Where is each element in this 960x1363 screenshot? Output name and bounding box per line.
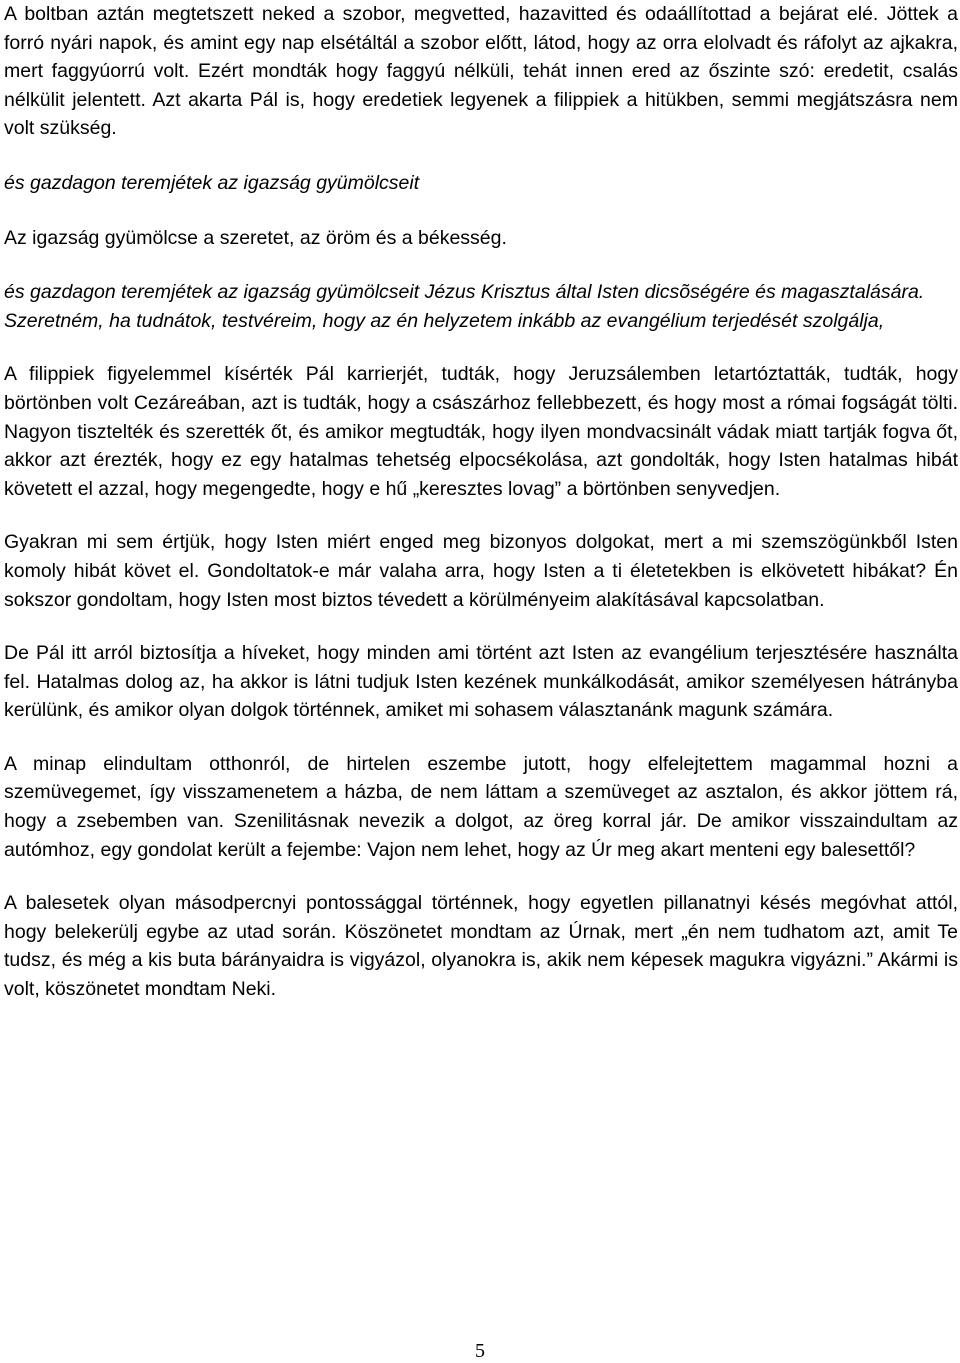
document-page [4,0,958,1004]
paragraph-accidents: A balesetek olyan másodpercnyi pontossággal történnek, hogy egyetlen pillanatnyi késés megóvhat attól, hogy belekerülj egybe az utad során. Köszönetet mondtam az Úrnak, mert „én nem tudhatom azt, amit Te tudsz, és még a kis buta bárányaidra is vigyázol, olyanokra is, akik nem képesek magukra vigyázni.” Akármi is volt, köszönetet mondtam Neki. [4,892,958,1001]
quote-fruits-full-verse: és gazdagon teremjétek az igazság gyümölcseit Jézus Krisztus által Isten dicsõségére és magasztalására. [4,281,925,304]
paragraph-philippians-followed-paul: A filippiek figyelemmel kísérték Pál karrierjét, tudták, hogy Jeruzsálemben letartóztatták, tudták, hogy börtönben volt Cezáreában, azt is tudták, hogy a császárhoz fellebbezett, és hogy most a római fogságát tölti. Nagyon tisztelték és szerették őt, és amikor megtudták, hogy ilyen mondvacsinált vádak miatt tartják fogva őt, akkor azt érezték, hogy ez egy hatalmas tehetség elpocsékolása, azt gondolták, hogy Isten hatalmas hibát követett el azzal, hogy megengedte, hogy e hű „keresztes lovag” a börtönben senyvedjen. [4,363,958,500]
page-number: 5 [475,1340,485,1362]
paragraph-statue-story: A boltban aztán megtetszett neked a szobor, megvetted, hazavitted és odaállítottad a bejárat elé. Jöttek a forró nyári napok, és amint egy nap elsétáltál a szobor előtt, látod, hogy az orra elolvadt és ráfolyt az ajkakra, mert faggyúorrú volt. Ezért mondták hogy faggyú nélküli, tehát innen ered az őszinte szó: eredetit, csalás nélkülit jelentett. Azt akarta Pál is, hogy eredetiek legyenek a filippiek a hitükben, semmi megjátszásra nem volt szükség. [4,3,958,140]
quote-fruits-of-righteousness: és gazdagon teremjétek az igazság gyümölcseit [4,171,420,194]
paragraph-paul-assures: De Pál itt arról biztosítja a híveket, hogy minden ami történt azt Isten az evangélium terjesztésére használta fel. Hatalmas dolog az, ha akkor is látni tudjuk Isten kezének munkálkodását, amikor személyesen hátrányba kerülünk, és amikor olyan dolgok történnek, amiket mi sohasem választanánk magunk számára. [4,642,958,722]
quote-gospel-progress: Szeretném, ha tudnátok, testvéreim, hogy az én helyzetem inkább az evangélium terjedését szolgálja, [4,309,885,332]
paragraph-god-mistakes: Gyakran mi sem értjük, hogy Isten miért enged meg bizonyos dolgokat, mert a mi szemszögünkből Isten komoly hibát követ el. Gondoltatok-e már valaha arra, hogy Isten a ti életetekben is elkövetett hibákat? Én sokszor gondoltam, hogy Isten most biztos tévedett a körülményeim alakításával kapcsolatban. [4,531,958,611]
paragraph-glasses-story: A minap elindultam otthonról, de hirtelen eszembe jutott, hogy elfelejtettem magammal hozni a szemüvegemet, így visszamenetem a házba, de nem láttam a szemüveget az asztalon, és akkor jöttem rá, hogy a zsebemben van. Szenilitásnak nevezik a dolgot, az öreg korral jár. De amikor visszaindultam az autómhoz, egy gondolat került a fejembe: Vajon nem lehet, hogy az Úr meg akart menteni egy balesettől? [4,752,958,861]
paragraph-fruit-definition: Az igazság gyümölcse a szeretet, az öröm és a békesség. [4,226,507,249]
